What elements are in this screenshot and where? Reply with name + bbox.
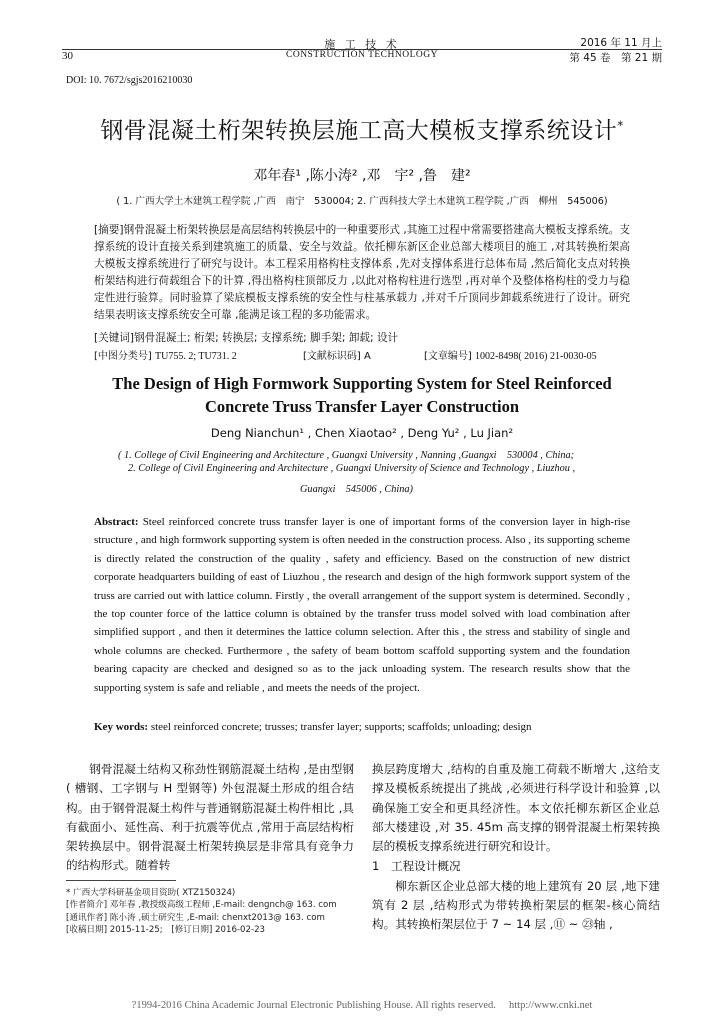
journal-name-cn: 施 工 技 术 [324, 38, 400, 51]
doi: DOI: 10. 7672/sgjs2016210030 [66, 75, 193, 86]
journal-name-en: CONSTRUCTION TECHNOLOGY [286, 50, 438, 60]
title-cn-text: 钢骨混凝土桁架转换层施工高大模板支撑系统设计 [100, 118, 618, 144]
abstract-cn [94, 222, 630, 324]
affiliations-cn: ( 1. 广西大学土木建筑工程学院 ,广西 南宁 530004; 2. 广西科技大学土木建筑工程学院 ,广西 柳州 545006) [116, 196, 608, 207]
authors-cn: 邓年春¹ ,陈小涛² ,邓 宇² ,鲁 建² [253, 168, 471, 184]
body-right-column [372, 760, 660, 935]
doc-code-value: A [364, 351, 371, 362]
keywords-en [94, 721, 532, 733]
title-fund-mark: * [617, 118, 624, 133]
article-number-label: [文章编号] [424, 351, 472, 362]
affiliation-en-3: Guangxi 545006 , China) [300, 484, 413, 495]
doc-code [303, 347, 371, 362]
header-rule [62, 49, 662, 50]
issue-date: 2016 年 11 月上 [580, 37, 662, 49]
abstract-en-text: Steel reinforced concrete truss transfer layer is one of important forms of the conversion layer in high-rise structure , and high formwork supporting system is often needed in the construction process. Also , its supporting scheme is directly related the construction of the quality , safety and efficiency. Based on the construction of new district corporate headquarters building of east of Liuzhou , the research and design of the high formwork support system of the truss are carried out with lattice column. Firstly , the overall arrangement of the support system is determined. Secondly , the top counter force of the lattice column is obtained by the transfer truss model solved with load combination after simplified support , and then it determines the lattice column selection. After this , the stress and stability of single and whole columns are checked. Furthermore , the safety of beam bottom scaffold supporting system and the foundation bearing capacity are checked and designed so as to the jack unloading system. The research results show that the supporting system is safe and reliable , and meets the needs of the project. [94, 516, 630, 694]
abstract-en [94, 513, 630, 697]
clc-label: [中图分类号] [94, 351, 152, 362]
body-paragraph: 换层跨度增大 ,结构的自重及施工荷载不断增大 ,这给支撑及模板系统提出了挑战 ,必须进行科学设计和验算 ,以确保施工安全和更具经济性。本文依托柳东新区企业总部大楼建设 ,对 35. 45m 高支撑的钢骨混凝土桁架转换层的模板支撑系统进行研究和设计。 [372, 762, 660, 854]
page-number: 30 [62, 50, 73, 62]
body-left-column [66, 760, 354, 876]
footnote-corresponding: [通讯作者] 陈小涛 ,硕士研究生 ,E-mail: chenxt2013@ 163. com [66, 912, 325, 923]
abstract-en-label: Abstract: [94, 516, 139, 528]
keywords-cn [94, 330, 398, 345]
clc [94, 347, 237, 362]
clc-value: TU755. 2; TU731. 2 [155, 351, 237, 362]
footnote-dates: [收稿日期] 2015-11-25; [修订日期] 2016-02-23 [66, 925, 265, 936]
article-number [424, 347, 597, 362]
abstract-cn-label: [摘要] [94, 224, 124, 236]
affiliation-en-2: 2. College of Civil Engineering and Architecture , Guangxi University of Science and Technology , Liuzhou , [128, 463, 576, 474]
volume-issue: 第 45 卷 第 21 期 [569, 52, 662, 64]
body-paragraph: 柳东新区企业总部大楼的地上建筑有 20 层 ,地下建筑有 2 层 ,结构形式为带转换桁架层的框架-核心筒结构。其转换桁架层位于 7 ~ 14 层 ,⑪ ~ ㉓轴 , [372, 878, 660, 932]
authors-en: Deng Nianchun¹ , Chen Xiaotao² , Deng Yu² , Lu Jian² [210, 426, 514, 440]
footnote-author: [作者简介] 邓年春 ,教授级高级工程师 ,E-mail: dengnch@ 163. com [66, 900, 337, 911]
keywords-en-label: Key words: [94, 721, 149, 733]
affiliation-en-1: ( 1. College of Civil Engineering and Architecture , Guangxi University , Nanning ,Guangxi 530004 , China; [118, 450, 575, 461]
title-en-line1: The Design of High Formwork Supporting System for Steel Reinforced [112, 374, 612, 393]
abstract-cn-text: 钢骨混凝土桁架转换层是高层结构转换层中的一种重要形式 ,其施工过程中常需要搭建高大模板支撑系统。支撑系统的设计直接关系到建筑施工的质量、安全与效益。依托柳东新区企业总部大楼项目的施工 ,对其转换桁架高大模板支撑系统进行了研究与设计。本工程采用格构柱支撑体系 ,先对支撑体系进行总体布局 ,然后简化支点对转换桁架结构进行荷载组合下的计算 ,得出格构柱顶部反力 ,以此对格构柱进行选型 ,再对单个及整体格构柱的受力与稳定性进行验算。同时验算了梁底模板支撑系统的安全性与柱基承载力 ,并对千斤顶同步卸载系统进行了设计。研究结果表明该支撑系统安全可靠 ,能满足该工程的多功能需求。 [94, 224, 630, 321]
doc-code-label: [文献标识码] [303, 351, 361, 362]
copyright-footer: ?1994-2016 China Academic Journal Electronic Publishing House. All rights reserved. http://www.cnki.net [131, 1000, 593, 1011]
body-paragraph: 钢骨混凝土结构又称劲性钢筋混凝土结构 ,是由型钢( 槽钢、工字钢与 H 型钢等) 外包混凝土形成的组合结构。由于钢骨混凝土构件与普通钢筋混凝土构件相比 ,具有截面小、延性高、利于抗震等优点 ,常用于高层结构桁架转换层中。钢骨混凝土桁架转换层是非常具有竞争力的结构形式。随着转 [66, 762, 354, 873]
section-heading: 1 工程设计概况 [372, 859, 461, 874]
footnote-fund: * 广西大学科研基金项目资助( XTZ150324) [66, 888, 236, 898]
keywords-cn-text: 钢骨混凝土; 桁架; 转换层; 支撑系统; 脚手架; 卸载; 设计 [134, 332, 399, 344]
footnote-rule [66, 880, 176, 881]
article-number-value: 1002-8498( 2016) 21-0030-05 [475, 351, 597, 362]
keywords-en-text: steel reinforced concrete; trusses; transfer layer; supports; scaffolds; unloading; design [150, 721, 532, 733]
title-en-line2: Concrete Truss Transfer Layer Construction [204, 397, 520, 416]
keywords-cn-label: [关键词] [94, 332, 135, 344]
footnotes [66, 887, 366, 937]
title-cn [0, 112, 724, 145]
